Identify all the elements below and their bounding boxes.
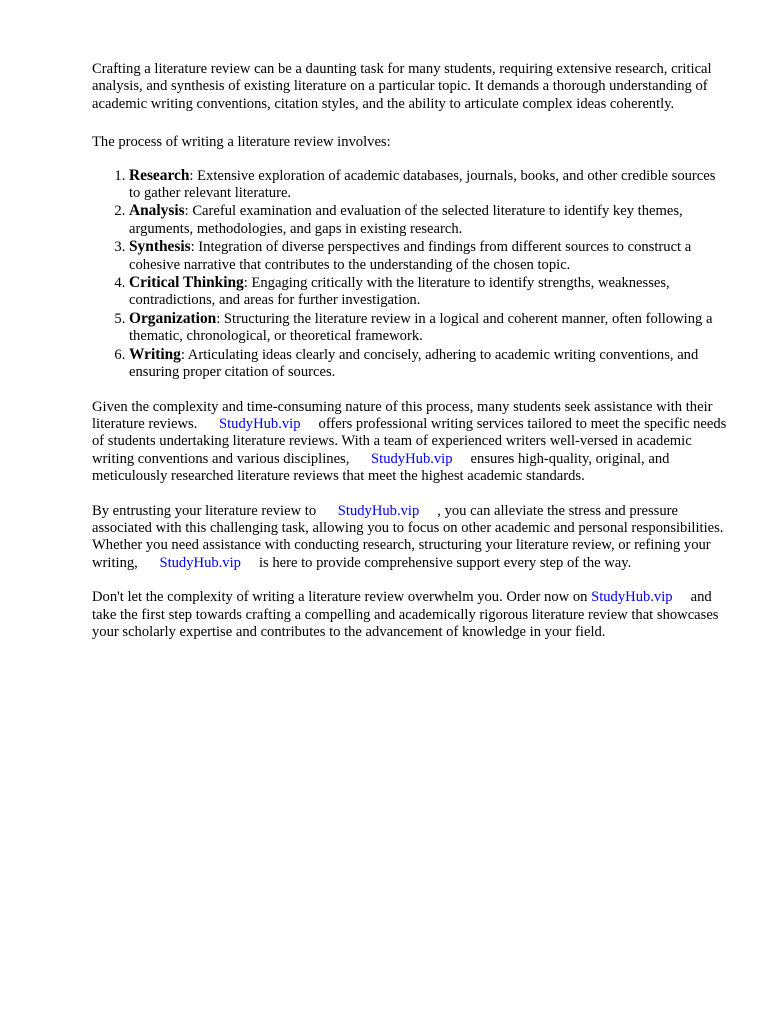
list-item-critical-thinking: [129, 274, 728, 310]
step-description: Engaging critically with the literature to identify strengths, weaknesses, contradictions, and areas for further investigation.: [129, 275, 670, 309]
step-separator: :: [190, 239, 199, 256]
list-item-analysis: [129, 202, 728, 238]
step-description: Integration of diverse perspectives and findings from different sources to construct a cohesive narrative that contributes to the understanding of the chosen topic.: [129, 239, 692, 273]
step-term: Analysis: [129, 202, 185, 220]
studyhub-link[interactable]: StudyHub.vip: [591, 589, 673, 606]
step-separator: :: [189, 167, 198, 184]
step-term: Critical Thinking: [129, 274, 244, 292]
paragraph-text: , you can alleviate the stress and pressure associated with this challenging task, allowing you to focus on other academic and personal responsibilities. Whether you need assistance with conducting research, structuring your literature review, or refining your writing,: [92, 502, 724, 571]
paragraph-text: By entrusting your literature review to: [92, 502, 317, 519]
process-steps-list: [92, 167, 728, 382]
step-separator: :: [184, 203, 193, 220]
list-item-synthesis: [129, 238, 728, 274]
step-term: Organization: [129, 309, 217, 327]
assistance-paragraph: [92, 399, 728, 486]
step-term: Synthesis: [129, 238, 191, 256]
paragraph-text: Don't let the complexity of writing a literature review overwhelm you. Order now on: [92, 589, 588, 606]
paragraph-text: and take the first step towards crafting a compelling and academically rigorous literature review that showcases your scholarly expertise and contributes to the advancement of knowledge in your field.: [92, 589, 719, 640]
intro-paragraph: Crafting a literature review can be a daunting task for many students, requiring extensive research, critical analysis, and synthesis of existing literature on a particular topic. It demands a thorough understanding of academic writing conventions, citation styles, and the ability to articulate complex ideas coherently.: [92, 61, 712, 112]
list-item-organization: [129, 310, 728, 346]
step-description: Structuring the literature review in a logical and coherent manner, often following a thematic, chronological, or theoretical framework.: [129, 310, 713, 345]
step-description: Extensive exploration of academic databases, journals, books, and other credible sources to gather relevant literature.: [129, 167, 716, 202]
step-description: Careful examination and evaluation of the selected literature to identify key themes, arguments, methodologies, and gaps in existing research.: [129, 203, 683, 237]
step-term: Research: [129, 166, 190, 184]
paragraph-text: offers professional writing services tailored to meet the specific needs of students undertaking literature reviews. With a team of experienced writers well-versed in academic writing conventions and various disciplines,: [92, 415, 727, 467]
entrusting-paragraph: [92, 503, 728, 573]
process-lead: The process of writing a literature review involves:: [92, 134, 391, 151]
step-separator: :: [180, 346, 188, 363]
call-to-action-paragraph: [92, 589, 728, 641]
paragraph-text: ensures high-quality, original, and meticulously researched literature reviews that meet the highest academic standards.: [92, 450, 670, 485]
studyhub-link[interactable]: StudyHub.vip: [337, 502, 420, 519]
step-description: Articulating ideas clearly and concisely, adhering to academic writing conventions, and ensuring proper citation of sources.: [129, 346, 699, 381]
list-item-research: [129, 167, 728, 203]
paragraph-text: Given the complexity and time-consuming nature of this process, many students seek assistance with their literature reviews.: [92, 398, 713, 432]
step-term: Writing: [129, 345, 181, 363]
studyhub-link[interactable]: StudyHub.vip: [219, 415, 301, 432]
paragraph-text: is here to provide comprehensive support every step of the way.: [258, 554, 632, 571]
step-separator: :: [243, 275, 252, 292]
step-separator: :: [216, 310, 224, 327]
studyhub-link[interactable]: StudyHub.vip: [159, 554, 241, 571]
list-item-writing: [129, 346, 728, 382]
studyhub-link[interactable]: StudyHub.vip: [371, 450, 453, 467]
